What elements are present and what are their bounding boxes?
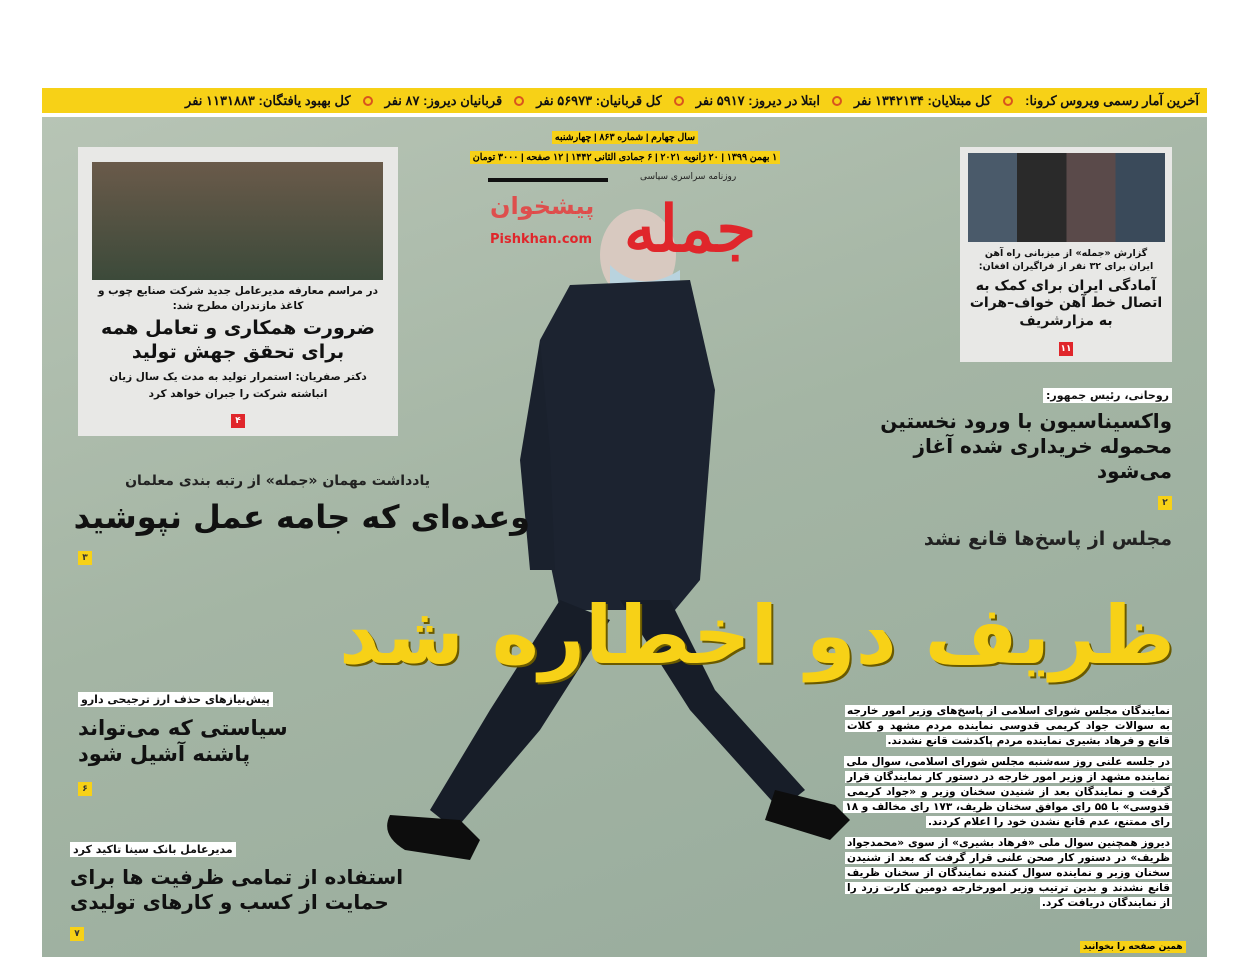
left-box-headline: ضرورت همکاری و تعامل همه برای تحقق جهش تولید bbox=[101, 317, 375, 364]
dateline-date: ۱ بهمن ۱۳۹۹ | ۲۰ ژانویه ۲۰۲۱ | ۶ جمادی الثانی ۱۴۴۲ | ۱۲ صفحه | ۳۰۰۰ تومان bbox=[470, 151, 781, 164]
page-badge: ۶ bbox=[78, 782, 92, 796]
ticker-item: کل مبتلایان: ۱۳۴۲۱۳۴ نفر bbox=[853, 92, 992, 108]
story-tag: پیش‌نیازهای حذف ارز ترجیحی دارو bbox=[78, 692, 273, 707]
covid-stats-ticker bbox=[42, 88, 1207, 113]
paragraph: دیروز همچنین سوال ملی «فرهاد بشیری» از سوی «محمدجواد ظریف» در دستور کار صحن علنی قرار گرفت که بعد از شنیدن سخنان وزیر و نماینده سوال کننده نمایندگان از سخنان ظریف قانع نشدند و بدین ترتیب وزیر امورخارجه دومین کارت زرد را از نمایندگان دریافت کرد. bbox=[847, 837, 1170, 909]
masthead-tagline: روزنامه سراسری سیاسی bbox=[640, 172, 737, 182]
bullet-icon bbox=[514, 96, 524, 106]
drug-headline: سیاستی که می‌تواند پاشنه آشیل شود bbox=[78, 716, 288, 767]
main-headline[interactable]: ظریف دو اخطاره شد bbox=[339, 589, 1175, 682]
paragraph: در جلسه علنی روز سه‌شنبه مجلس شورای اسلامی، سوال ملی نماینده مشهد از وزیر امور خارجه در دستور کار نمایندگان قرار گرفت و نمایندگان بعد از شنیدن سخنان وزیر و «جواد کریمی قدوسی» با ۵۵ رای موافق سخنان ظریف، ۱۷۳ رای مخالف و ۱۸ رای ممتنع، عدم قانع نشدن خود را اعلام کردند. bbox=[845, 756, 1170, 828]
page-badge: ۳ bbox=[78, 551, 92, 565]
note-story[interactable] bbox=[70, 473, 530, 565]
ticker-item: کل قربانیان: ۵۶۹۷۳ نفر bbox=[536, 92, 662, 108]
bullet-icon bbox=[363, 96, 373, 106]
masthead-rule bbox=[488, 178, 608, 182]
bank-story[interactable] bbox=[70, 838, 420, 941]
note-headline: وعده‌ای که جامه عمل نپوشید bbox=[73, 498, 530, 536]
right-box-kicker: گزارش «جمله» از میزبانی راه آهن ایران برای ۳۲ نفر از فراگیران افغان: bbox=[978, 248, 1154, 273]
vaccine-headline: واکسیناسیون با ورود نخستین محموله خریداری شده آغاز می‌شود bbox=[880, 409, 1172, 483]
masthead-logo: جمله bbox=[623, 192, 757, 267]
story-kicker: یادداشت مهمان «جمله» از رتبه بندی معلمان bbox=[125, 473, 430, 489]
main-body bbox=[845, 704, 1172, 917]
right-story-box[interactable] bbox=[960, 147, 1172, 362]
read-more-tag[interactable]: همین صفحه را بخوانید bbox=[1080, 941, 1186, 953]
story-tag: مدیرعامل بانک سینا تاکید کرد bbox=[70, 842, 236, 857]
drug-story[interactable] bbox=[78, 688, 318, 796]
dateline bbox=[405, 127, 845, 165]
ticker-item: ابتلا در دیروز: ۵۹۱۷ نفر bbox=[695, 92, 820, 108]
paragraph: نمایندگان مجلس شورای اسلامی از پاسخ‌های وزیر امور خارجه به سوالات جواد کریمی قدوسی نماینده مردم مشهد و کلات قانع و فرهاد بشیری نماینده مردم پاکدشت قانع نشدند. bbox=[847, 705, 1170, 747]
vaccine-story[interactable] bbox=[880, 384, 1172, 510]
left-box-kicker: در مراسم معارفه مدیرعامل جدید شرکت صنایع چوب و کاغذ مازندران مطرح شد: bbox=[98, 285, 378, 312]
bank-headline: استفاده از تمامی ظرفیت ها برای حمایت از کسب و کارهای تولیدی bbox=[70, 865, 404, 914]
right-box-headline: آمادگی ایران برای کمک به اتصال خط آهن خواف–هرات به مزارشریف bbox=[969, 277, 1163, 329]
bullet-icon bbox=[674, 96, 684, 106]
bullet-icon bbox=[832, 96, 842, 106]
left-box-sub: دکتر صفریان: استمرار تولید به مدت یک سال زیان انباشته شرکت را جبران خواهد کرد bbox=[109, 370, 367, 400]
page-badge: ۲ bbox=[1158, 496, 1172, 510]
watermark: پیشخوان bbox=[490, 192, 595, 220]
main-kicker: مجلس از پاسخ‌ها قانع نشد bbox=[923, 528, 1172, 550]
officials-photos bbox=[968, 153, 1165, 242]
ticker-title: آخرین آمار رسمی ویروس کرونا: bbox=[1025, 92, 1199, 108]
ceremony-photo bbox=[92, 162, 383, 280]
left-story-box[interactable] bbox=[78, 147, 398, 436]
bullet-icon bbox=[1003, 96, 1013, 106]
story-tag: روحانی، رئیس جمهور: bbox=[1043, 388, 1172, 403]
page-badge: ۷ bbox=[70, 927, 84, 941]
ticker-item: قربانیان دیروز: ۸۷ نفر bbox=[384, 92, 503, 108]
dateline-issue: سال چهارم | شماره ۸۶۳ | چهارشنبه bbox=[552, 131, 698, 144]
watermark-url: Pishkhan.com bbox=[490, 232, 593, 247]
page-badge: ۴ bbox=[231, 414, 245, 428]
ticker-item: کل بهبود یافتگان: ۱۱۳۱۸۸۳ نفر bbox=[185, 92, 351, 108]
page-badge: ۱۱ bbox=[1060, 344, 1072, 355]
